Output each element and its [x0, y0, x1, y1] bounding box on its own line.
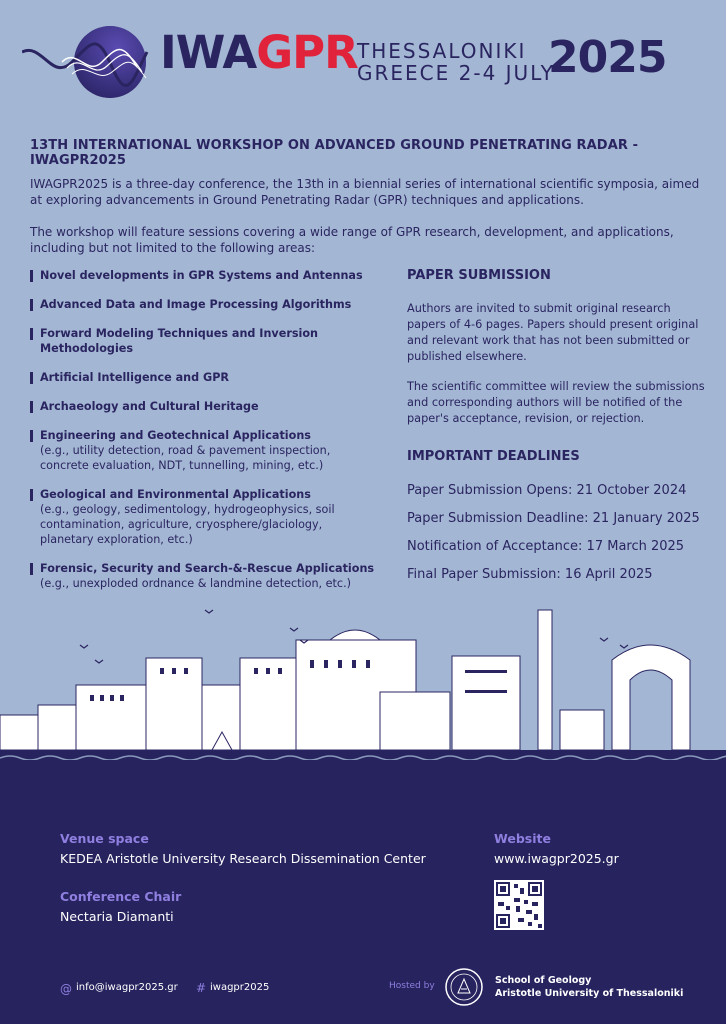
deadline-item: Paper Submission Deadline: 21 January 2025 — [407, 511, 700, 526]
school-name: School of Geology — [495, 975, 592, 986]
qr-code-icon[interactable] — [494, 880, 544, 930]
thessaloniki-skyline-illustration — [0, 600, 726, 770]
website-link[interactable]: www.iwagpr2025.gr — [494, 851, 619, 866]
deadlines-title: IMPORTANT DEADLINES — [407, 449, 580, 464]
email-link[interactable]: info@iwagpr2025.gr — [76, 982, 178, 993]
event-year: 2025 — [548, 32, 667, 83]
intro-paragraph-2: The workshop will feature sessions covering a wide range of GPR research, development, and applications, including but not limited to the following areas: — [30, 225, 674, 255]
topic-description: (e.g., unexploded ordnance & landmine detection, etc.) — [40, 577, 351, 590]
venue-label: Venue space — [60, 831, 149, 846]
topic-title: Novel developments in GPR Systems and Antennas — [40, 269, 363, 282]
paper-submission-para-1: Authors are invited to submit original research papers of 4-6 pages. Papers should present original and relevant work that has not been submitted or published elsewhere. — [407, 302, 699, 363]
deadline-item: Final Paper Submission: 16 April 2025 — [407, 567, 653, 582]
deadline-item: Paper Submission Opens: 21 October 2024 — [407, 483, 687, 498]
topic-item — [30, 561, 375, 591]
topic-item — [30, 399, 375, 414]
chair-value: Nectaria Diamanti — [60, 909, 174, 924]
page-headline: 13TH INTERNATIONAL WORKSHOP ON ADVANCED GROUND PENETRATING RADAR - IWAGPR2025 — [30, 138, 639, 168]
chair-label: Conference Chair — [60, 889, 182, 904]
hashtag-icon: # — [196, 981, 207, 995]
paper-submission-para-2: The scientific committee will review the submissions and corresponding authors will be notified of the paper's acceptance, revision, or rejection. — [407, 380, 705, 425]
topic-item — [30, 326, 375, 356]
topic-description: (e.g., utility detection, road & pavement inspection, concrete evaluation, NDT, tunnelling, mining, etc.) — [40, 444, 331, 472]
right-column — [407, 268, 707, 594]
school-seal-icon — [444, 967, 484, 1007]
city-line-1: THESSALONIKI — [357, 39, 527, 63]
topic-item — [30, 268, 375, 283]
hashtag-text: iwagpr2025 — [210, 982, 270, 993]
topic-title: Forensic, Security and Search-&-Rescue Applications — [40, 562, 375, 575]
conference-logo-text — [160, 26, 358, 79]
radar-wave-logo-icon — [22, 22, 157, 98]
city-line-2: GREECE 2-4 JULY — [357, 61, 555, 85]
topic-item — [30, 297, 375, 312]
website-label: Website — [494, 831, 551, 846]
logo-gpr: GPR — [256, 26, 358, 79]
topic-item — [30, 487, 375, 547]
university-name: Aristotle University of Thessaloniki — [495, 988, 684, 999]
topic-title: Engineering and Geotechnical Applications — [40, 429, 311, 442]
topic-list — [30, 268, 375, 605]
paper-submission-title: PAPER SUBMISSION — [407, 268, 551, 283]
deadlines-section — [407, 449, 707, 584]
intro-paragraph: IWAGPR2025 is a three-day conference, the 13th in a biennial series of international scientific symposia, aimed at exploring advancements in Ground Penetrating Radar (GPR) techniques and applications. — [30, 177, 700, 207]
topic-title: Forward Modeling Techniques and Inversion Methodologies — [40, 327, 318, 355]
topic-title: Geological and Environmental Applications — [40, 488, 311, 501]
topic-title: Archaeology and Cultural Heritage — [40, 400, 259, 413]
venue-value: KEDEA Aristotle University Research Dissemination Center — [60, 851, 426, 866]
logo-iwa: IWA — [160, 26, 257, 79]
topic-item — [30, 370, 375, 385]
event-location — [357, 40, 555, 84]
topic-title: Artificial Intelligence and GPR — [40, 371, 230, 384]
hosted-by-label: Hosted by — [389, 981, 435, 991]
email-icon: @ — [60, 982, 72, 996]
deadline-item: Notification of Acceptance: 17 March 2025 — [407, 539, 685, 554]
topic-item — [30, 428, 375, 473]
topic-title: Advanced Data and Image Processing Algorithms — [40, 298, 352, 311]
topic-description: (e.g., geology, sedimentology, hydrogeophysics, soil contamination, agriculture, cryosphere/glaciology, planetary exploration, etc.) — [40, 503, 335, 546]
host-institution — [495, 974, 683, 1000]
